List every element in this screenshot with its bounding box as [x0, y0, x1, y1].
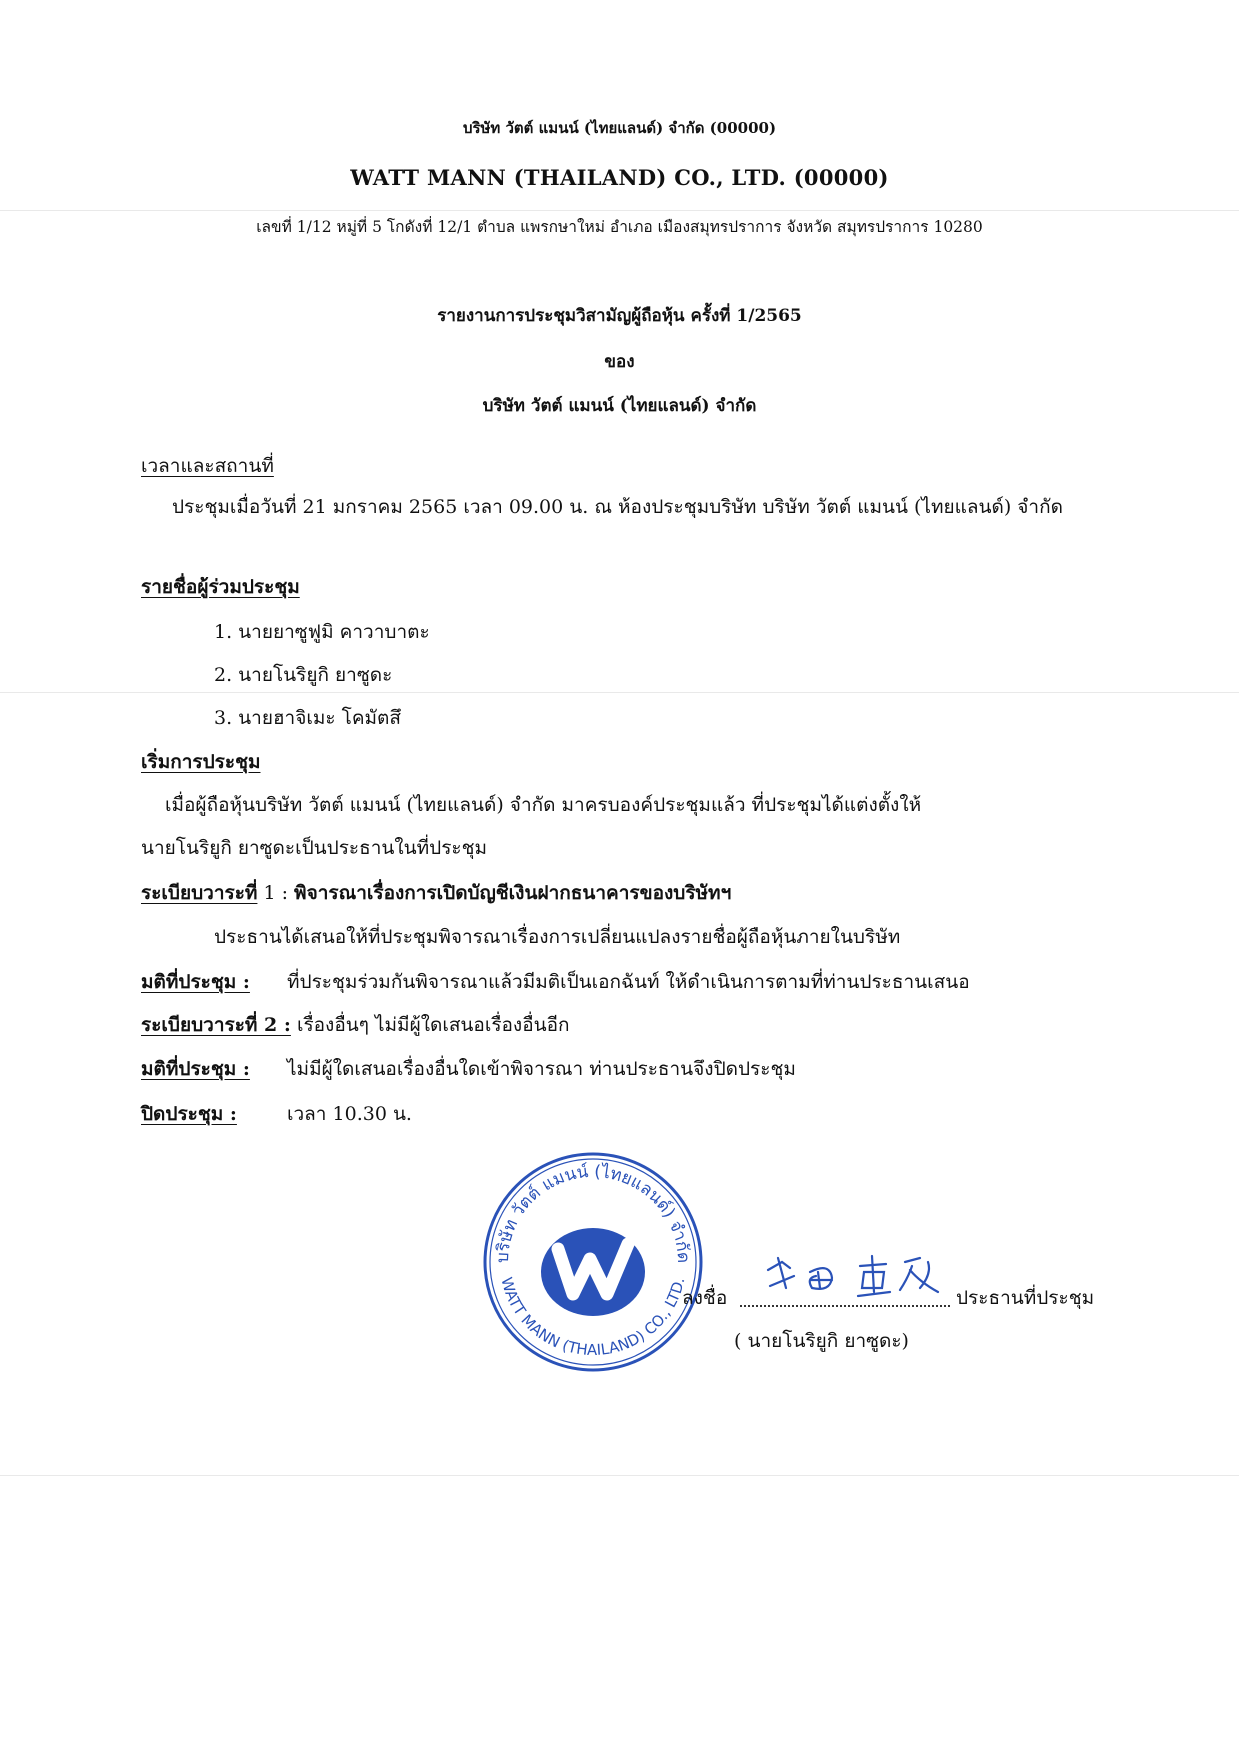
attendee-item: 2. นายโนริยูกิ ยาซูดะ — [214, 664, 393, 686]
agenda-1-detail: ประธานได้เสนอให้ที่ประชุมพิจารณาเรื่องการเปลี่ยนแปลงรายชื่อผู้ถือหุ้นภายในบริษัท — [214, 926, 901, 948]
report-title: รายงานการประชุมวิสามัญผู้ถือหุ้น ครั้งที่ 1/2565 — [437, 306, 802, 326]
handwritten-signature — [760, 1248, 960, 1312]
opening-text-line2: นายโนริยูกิ ยาซูดะเป็นประธานในที่ประชุม — [141, 837, 488, 859]
signature-prefix: ลงชื่อ — [682, 1287, 728, 1309]
report-title-company: บริษัท วัตต์ แมนน์ (ไทยแลนด์) จำกัด — [482, 396, 757, 416]
company-name-english: WATT MANN (THAILAND) CO., LTD. (00000) — [350, 165, 889, 190]
agenda-2-resolution-label: มติที่ประชุม : — [141, 1058, 250, 1080]
opening-text-line1: เมื่อผู้ถือหุ้นบริษัท วัตต์ แมนน์ (ไทยแลนด์) จำกัด มาครบองค์ประชุมแล้ว ที่ประชุมได้แต่งตั้งให้ — [165, 794, 922, 816]
closing-text: เวลา 10.30 น. — [287, 1103, 412, 1125]
agenda-1-heading — [141, 878, 731, 908]
agenda-1-resolution-text: ที่ประชุมร่วมกันพิจารณาแล้วมีมติเป็นเอกฉันท์ ให้ดำเนินการตามที่ท่านประธานเสนอ — [287, 971, 970, 993]
section-heading-time-place: เวลาและสถานที่ — [141, 455, 274, 477]
company-name-thai: บริษัท วัตต์ แมนน์ (ไทยแลนด์) จำกัด (00000) — [462, 119, 777, 137]
signature-role: ประธานที่ประชุม — [956, 1287, 1095, 1309]
time-place-text: ประชุมเมื่อวันที่ 21 มกราคม 2565 เวลา 09.00 น. ณ ห้องประชุมบริษัท บริษัท วัตต์ แมนน์ (ไทยแลนด์) จำกัด — [172, 496, 1063, 518]
company-logo-icon — [541, 1228, 645, 1316]
agenda-2-resolution-text: ไม่มีผู้ใดเสนอเรื่องอื่นใดเข้าพิจารณา ท่านประธานจึงปิดประชุม — [287, 1058, 796, 1080]
agenda-2-label: ระเบียบวาระที่ 2 : — [141, 1014, 291, 1036]
company-stamp — [478, 1144, 708, 1374]
agenda-2-text: เรื่องอื่นๆ ไม่มีผู้ใดเสนอเรื่องอื่นอีก — [290, 1014, 570, 1036]
agenda-1-resolution-label: มติที่ประชุม : — [141, 971, 250, 993]
report-title-of: ของ — [604, 352, 635, 372]
agenda-1-number: 1 : — [257, 882, 295, 904]
agenda-1-label: ระเบียบวาระที่ — [141, 882, 258, 904]
signature-name: ( นายโนริยูกิ ยาซูดะ) — [734, 1330, 909, 1352]
attendee-item: 1. นายยาซูฟูมิ คาวาบาตะ — [214, 621, 430, 643]
stamp-text-thai: บริษัท วัตต์ แมนน์ (ไทยแลนด์) จำกัด — [492, 1161, 694, 1264]
agenda-1-title: พิจารณาเรื่องการเปิดบัญชีเงินฝากธนาคารของบริษัทฯ — [294, 882, 732, 904]
company-address: เลขที่ 1/12 หมู่ที่ 5 โกดังที่ 12/1 ตำบล แพรกษาใหม่ อำเภอ เมืองสมุทรปราการ จังหวัด สมุทรปราการ 10280 — [256, 218, 983, 236]
agenda-2-heading — [141, 1010, 570, 1040]
closing-label: ปิดประชุม : — [141, 1103, 237, 1125]
section-heading-attendees: รายชื่อผู้ร่วมประชุม — [141, 576, 300, 598]
stamp-text-english: WATT MANN (THAILAND) CO., LTD. — [497, 1275, 689, 1360]
attendee-item: 3. นายฮาจิเมะ โคมัตสึ — [214, 707, 401, 729]
section-heading-opening: เริ่มการประชุม — [141, 751, 261, 773]
